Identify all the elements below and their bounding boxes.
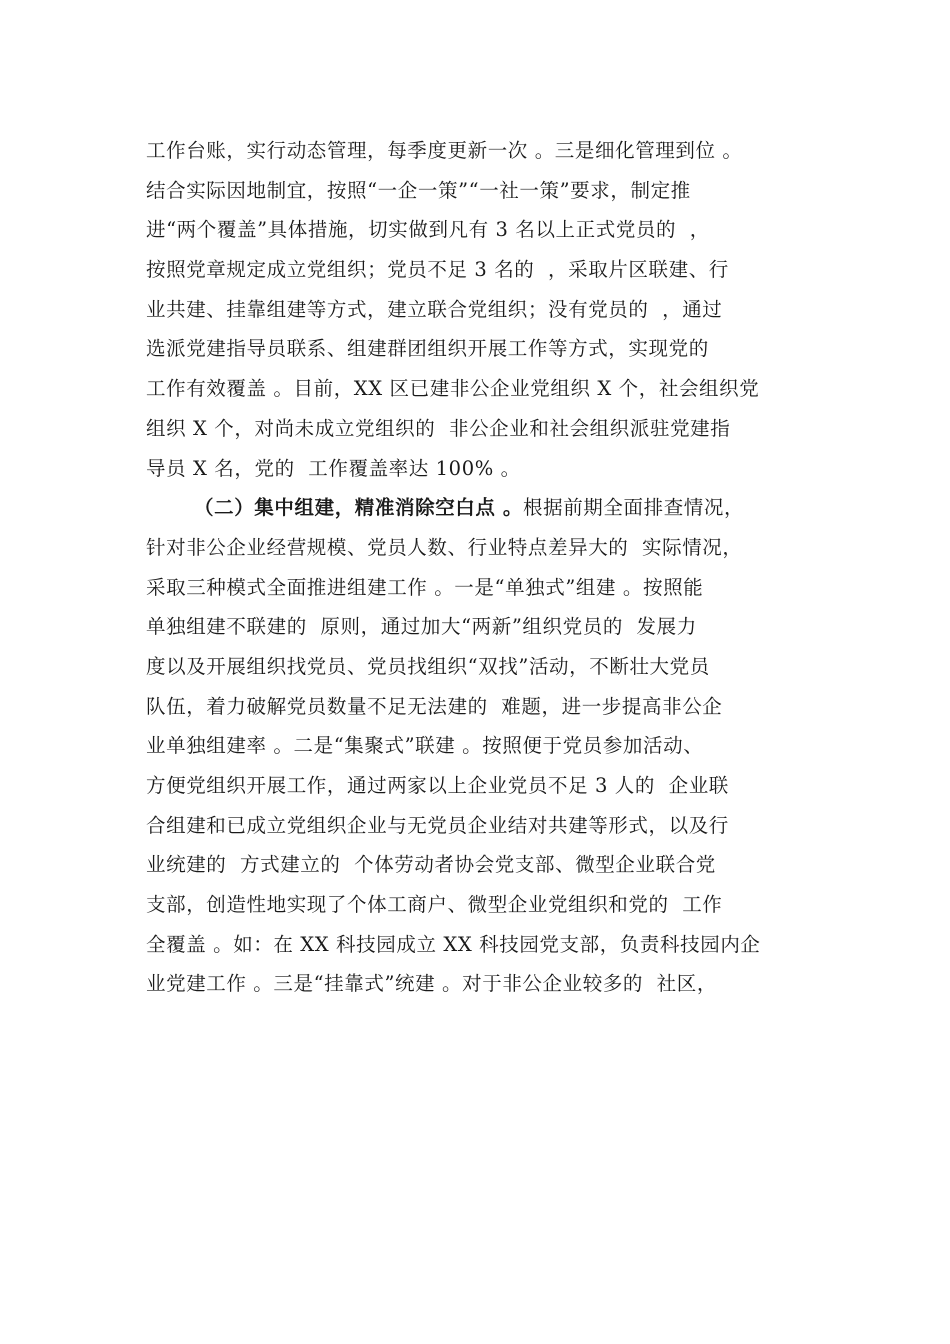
text-line: 进“两个覆盖”具体措施，切实做到凡有 3 名以上正式党员的 ， [146, 218, 710, 242]
text-line: 业统建的 方式建立的 个体劳动者协会党支部、微型企业联合党 [146, 853, 716, 877]
text-line: 方便党组织开展工作，通过两家以上企业党员不足 3 人的 企业联 [146, 774, 729, 797]
text-line: 业单独组建率 。二是“集聚式”联建 。按照便于党员参加活动、 [146, 734, 704, 758]
text-line: 业党建工作 。三是“挂靠式”统建 。对于非公企业较多的 社区， [146, 972, 717, 996]
text-line: 按照党章规定成立党组织；党员不足 3 名的 ，采取片区联建、行 [146, 258, 729, 282]
text-line: 选派党建指导员联系、组建群团组织开展工作等方式，实现党的 [146, 337, 709, 361]
text-line: 针对非公企业经营规模、党员人数、行业特点差异大的 实际情况， [146, 535, 743, 559]
section-heading-line [146, 488, 826, 528]
text-line: 单独组建不联建的 原则，通过加大“两新”组织党员的 发展力 [146, 615, 697, 639]
section-heading: （二）集中组建，精准消除空白点 。 [194, 496, 523, 520]
text-line: 工作有效覆盖 。目前，XX 区已建非公企业党组织 X 个，社会组织党 [146, 377, 760, 401]
text-line: 合组建和已成立党组织企业与无党员企业结对共建等形式，以及行 [146, 813, 729, 837]
text-line: 组织 X 个，对尚未成立党组织的 非公企业和社会组织派驻党建指 [146, 416, 731, 440]
text-line: 导员 X 名，党的 工作覆盖率达 100% 。 [146, 456, 521, 480]
section-heading-rest: 根据前期全面排查情况， [523, 496, 745, 520]
text-line: 度以及开展组织找党员、党员找组织“双找”活动，不断壮大党员 [146, 654, 710, 678]
document-body [146, 131, 826, 1004]
text-line: 结合实际因地制宜，按照“一企一策”“一社一策”要求，制定推 [146, 178, 691, 202]
text-line: 业共建、挂靠组建等方式，建立联合党组织；没有党员的 ，通过 [146, 297, 723, 321]
text-line: 全覆盖 。如：在 XX 科技园成立 XX 科技园党支部，负责科技园内企 [146, 932, 761, 956]
text-line: 工作台账，实行动态管理，每季度更新一次 。三是细化管理到位 。 [146, 139, 743, 162]
text-line: 队伍，着力破解党员数量不足无法建的 难题，进一步提高非公企 [146, 694, 723, 718]
text-line: 采取三种模式全面推进组建工作 。一是“单独式”组建 。按照能 [146, 575, 704, 599]
text-line: 支部，创造性地实现了个体工商户、微型企业党组织和党的 工作 [146, 893, 723, 917]
